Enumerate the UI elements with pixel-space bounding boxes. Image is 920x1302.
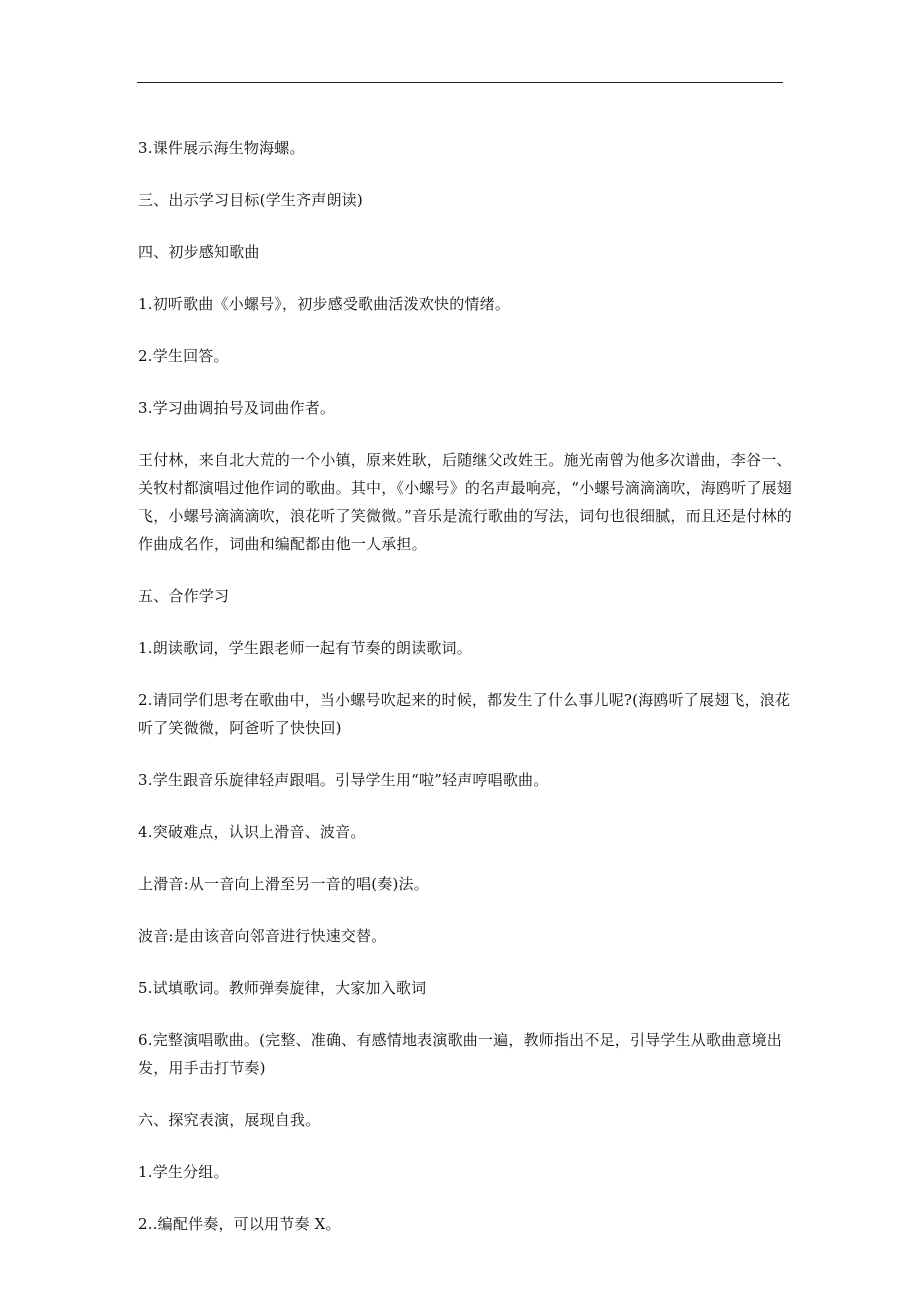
paragraph: 3.学生跟音乐旋律轻声跟唱。引导学生用“啦”轻声哼唱歌曲。 [138,771,549,789]
header-rule [137,82,783,83]
paragraph: 4.突破难点，认识上滑音、波音。 [138,823,366,841]
paragraph: 2..编配伴奏，可以用节奏 X。 [138,1215,341,1233]
paragraph: 1.学生分组。 [138,1163,229,1181]
section-heading: 四、初步感知歌曲 [138,243,260,261]
paragraph: 1.初听歌曲《小螺号》，初步感受歌曲活泼欢快的情绪。 [138,295,511,313]
paragraph: 2.请同学们思考在歌曲中，当小螺号吹起来的时候，都发生了什么事儿呢?(海鸥听了展翅飞，浪花听了笑微微，阿爸听了快快回) [138,691,791,737]
paragraph: 3.课件展示海生物海螺。 [138,139,305,157]
paragraph: 波音:是由该音向邻音进行快速交替。 [138,927,387,945]
paragraph: 3.学习曲调拍号及词曲作者。 [138,399,336,417]
paragraph: 王付林，来自北大荒的一个小镇，原来姓耿，后随继父改姓王。施光南曾为他多次谱曲，李谷一、关牧村都演唱过他作词的歌曲。其中，《小螺号》的名声最响亮，“小螺号滴滴滴吹，海鸥听了展翅飞，小螺号滴滴滴吹，浪花听了笑微微。”音乐是流行歌曲的写法，词句也很细腻，而且还是付林的作曲成名作，词曲和编配都由他一人承担。 [138,451,792,553]
paragraph: 2.学生回答。 [138,347,229,365]
section-heading: 六、探究表演，展现自我。 [138,1111,321,1129]
section-heading: 五、合作学习 [138,587,230,605]
paragraph: 5.试填歌词。教师弹奏旋律，大家加入歌词 [138,979,427,997]
document-body [138,134,798,1262]
paragraph: 1.朗读歌词，学生跟老师一起有节奏的朗读歌词。 [138,639,472,657]
paragraph: 6.完整演唱歌曲。(完整、准确、有感情地表演歌曲一遍，教师指出不足，引导学生从歌曲意境出发，用手击打节奏) [138,1031,782,1077]
section-heading: 三、出示学习目标(学生齐声朗读) [138,191,363,209]
paragraph: 上滑音:从一音向上滑至另一音的唱(奏)法。 [138,875,429,893]
